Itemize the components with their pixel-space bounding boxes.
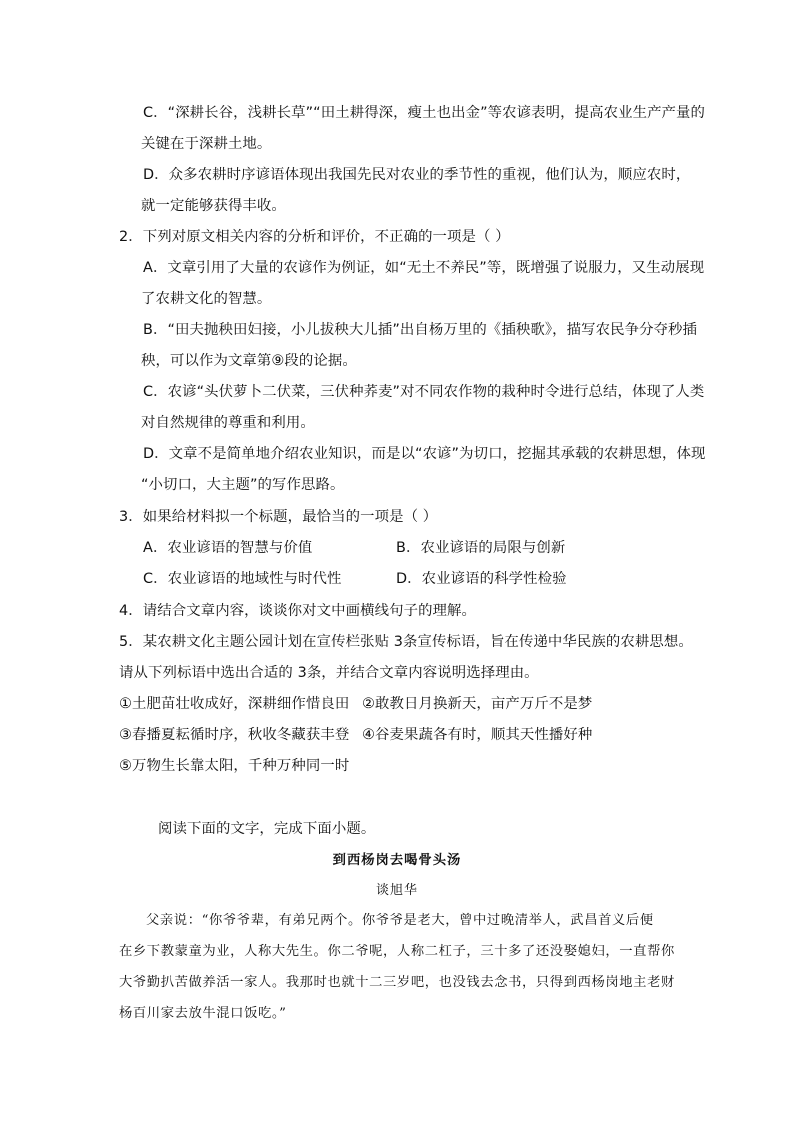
q2-option-c-line1: C．农谚“头伏萝卜二伏菜，三伏种荞麦”对不同农作物的栽种时令进行总结，体现了人类 <box>143 384 705 400</box>
q1-option-c-line2: 关键在于深耕土地。 <box>141 136 272 152</box>
passage-author: 谈旭华 <box>375 883 418 898</box>
slogan-5: ⑤万物生长靠太阳，千种万种同一时 <box>119 758 350 774</box>
q1-option-d-line2: 就一定能够获得丰收。 <box>141 198 286 214</box>
slogan-2: ②敢教日月换新天，亩产万斤不是梦 <box>362 696 593 712</box>
q3-option-c: C．农业谚语的地域性与时代性 <box>143 571 342 587</box>
passage-paragraph-line2: 在乡下教蒙童为业，人称大先生。你二爷呢，人称二杠子，三十多了还没娶媳妇，一直帮你 <box>119 944 675 959</box>
q1-option-d-line1: D．众多农耕时序谚语体现出我国先民对农业的季节性的重视，他们认为，顺应农时， <box>143 167 691 183</box>
q5-stem-line2: 请从下列标语中选出合适的 3条，并结合文章内容说明选择理由。 <box>119 665 539 681</box>
q2-option-b-line1: B．“田夫抛秧田妇接，小儿拔秧大儿插”出自杨万里的《插秧歌》，描写农民争分夺秒插 <box>143 322 698 338</box>
passage-paragraph-line3: 大爷勤扒苦做养活一家人。我那时也就十二三岁吧，也没钱去念书，只得到西杨岗地主老财 <box>119 975 675 990</box>
q2-stem: 2．下列对原文相关内容的分析和评价，不正确的一项是（ ） <box>119 229 510 245</box>
passage-title: 到西杨岗去喝骨头汤 <box>332 853 462 868</box>
passage-paragraph-line1: 父亲说：“你爷爷辈，有弟兄两个。你爷爷是老大，曾中过晚清举人，武昌首义后便 <box>146 913 654 928</box>
q2-option-c-line2: 对自然规律的尊重和利用。 <box>141 415 315 431</box>
slogan-4: ④谷麦果蔬各有时，顺其天性播好种 <box>362 727 593 743</box>
q2-option-d-line1: D．文章不是简单地介绍农业知识，而是以“农谚”为切口，挖掘其承载的农耕思想，体现 <box>143 446 706 462</box>
q2-option-b-line2: 秧，可以作为文章第⑨段的论据。 <box>141 353 357 369</box>
slogan-1: ①土肥苗壮收成好，深耕细作惜良田 <box>119 696 350 712</box>
reading-instruction: 阅读下面的文字，完成下面小题。 <box>158 821 376 837</box>
q3-stem: 3．如果给材料拟一个标题，最恰当的一项是（ ） <box>119 509 438 525</box>
passage-paragraph-line4: 杨百川家去放牛混口饭吃。” <box>119 1006 287 1021</box>
q1-option-c-line1: C．“深耕长谷，浅耕长草”“田土耕得深，瘦土也出金”等农谚表明，提高农业生产产量的 <box>143 105 706 121</box>
q2-option-a-line1: A．文章引用了大量的农谚作为例证，如“无土不养民”等，既增强了说服力，又生动展现 <box>143 260 705 276</box>
q4-stem: 4．请结合文章内容，谈谈你对文中画横线句子的理解。 <box>119 603 477 619</box>
q5-stem-line1: 5．某农耕文化主题公园计划在宣传栏张贴 3条宣传标语，旨在传递中华民族的农耕思想。 <box>119 634 693 650</box>
q3-option-b: B．农业谚语的局限与创新 <box>396 540 566 556</box>
q3-option-d: D．农业谚语的科学性检验 <box>396 571 567 587</box>
slogan-3: ③春播夏耘循时序，秋收冬藏获丰登 <box>119 727 350 743</box>
q2-option-a-line2: 了农耕文化的智慧。 <box>141 291 272 307</box>
q2-option-d-line2: “小切口，大主题”的写作思路。 <box>141 477 345 493</box>
q3-option-a: A．农业谚语的智慧与价值 <box>143 540 313 556</box>
